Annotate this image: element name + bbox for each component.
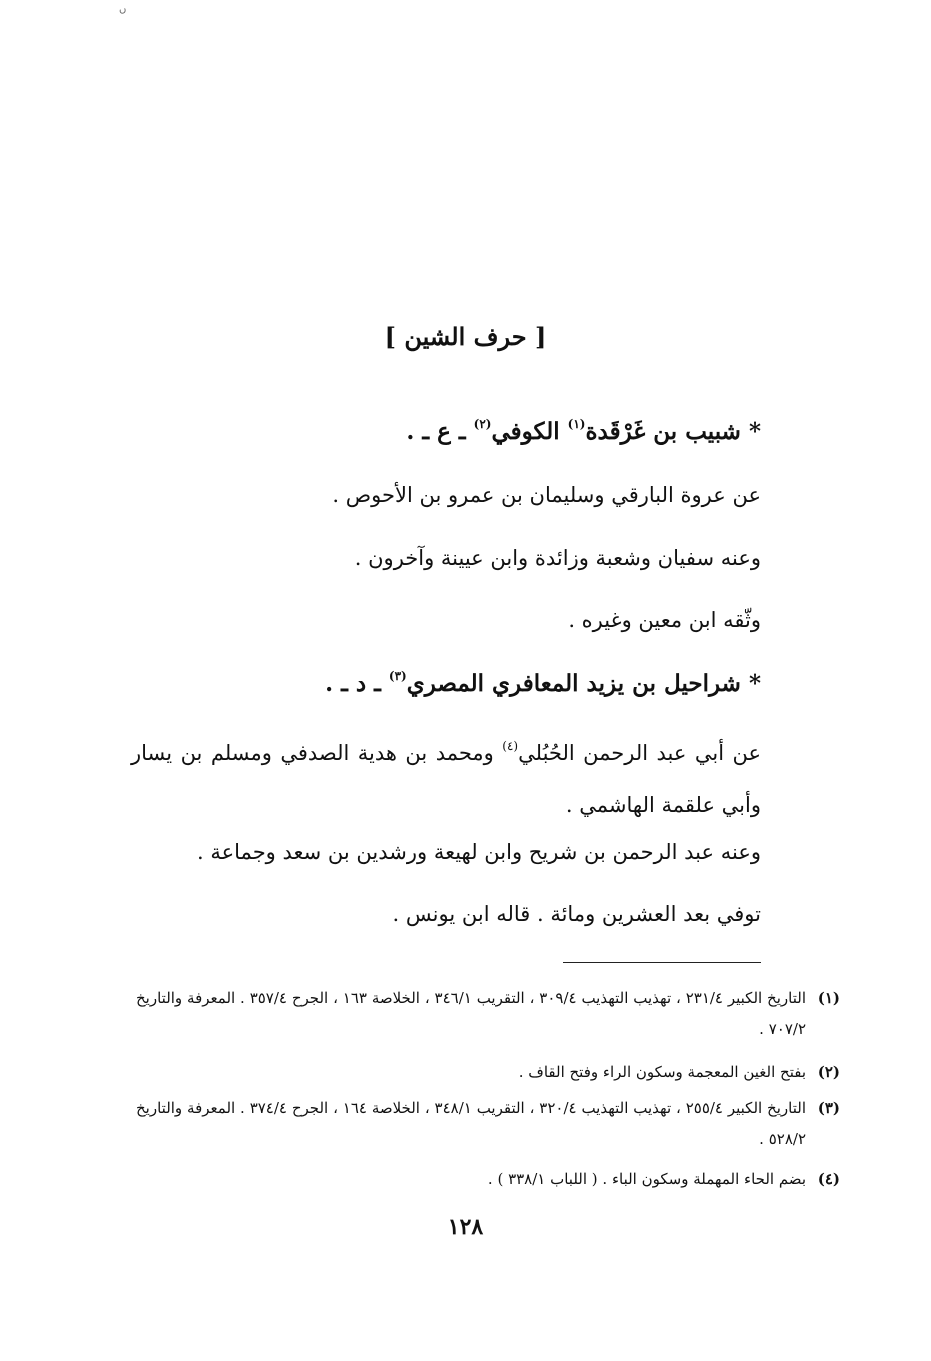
footnote-1-text: التاريخ الكبير ٢٣١/٤ ، تهذيب التهذيب ٣٠٩/٤ ، التقريب ٣٤٦/١ ، الخلاصة ١٦٣ ، الجرح ٣٥٧/٤ . المعرفة والتاريخ ٧٠٧/٢ . [136, 989, 806, 1038]
footnote-3-text: التاريخ الكبير ٢٥٥/٤ ، تهذيب التهذيب ٣٢٠/٤ ، التقريب ٣٤٨/١ ، الخلاصة ١٦٤ ، الجرح ٣٧٤/٤ . المعرفة والتاريخ ٥٢٨/٢ . [136, 1099, 806, 1148]
entry-1-line-2: وعنه سفيان وشعبة وزائدة وابن عيينة وآخرون . [354, 546, 761, 570]
footnote-1-number: (١) [817, 989, 840, 1007]
footnote-4-number: (٤) [817, 1170, 840, 1188]
footnote-separator [563, 962, 761, 963]
entry-2-line-1: وعنه عبد الرحمن بن شريح وابن لهيعة ورشدين بن سعد وجماعة . [197, 840, 761, 864]
entry-2-para-start: عن أبي عبد الرحمن الحُبُلي [518, 741, 761, 765]
entry-2-paragraph [131, 722, 761, 831]
entry-1-line-3: وثّقه ابن معين وغيره . [568, 608, 761, 632]
footnote-ref-4: (٤) [502, 739, 519, 753]
corner-mark: ں [119, 4, 127, 15]
entry-2-line-2: توفي بعد العشرين ومائة . قاله ابن يونس . [392, 902, 761, 926]
section-title: [ حرف الشين ] [384, 322, 547, 351]
footnote-3-number: (٣) [817, 1099, 840, 1117]
footnote-ref-2: (٢) [473, 417, 492, 432]
entry-1-code: ـ ع ـ . [406, 418, 474, 445]
entry-1-name: * شبيب بن غَرْقَدة [585, 418, 761, 445]
entry-heading-1 [406, 418, 761, 445]
footnote-2 [136, 1057, 840, 1088]
entry-2-para-rest: ومحمد بن هدية الصدفي ومسلم بن يسار وأبي علقمة الهاشمي . [131, 741, 761, 817]
footnote-3 [136, 1093, 840, 1155]
footnote-ref-1: (١) [567, 417, 586, 432]
footnote-4 [136, 1164, 840, 1195]
entry-2-code: ـ د ـ . [325, 670, 389, 697]
entry-heading-2 [325, 670, 761, 697]
footnote-ref-3: (٣) [388, 669, 407, 684]
footnote-2-number: (٢) [817, 1063, 840, 1081]
entry-1-line-1: عن عروة البارقي وسليمان بن عمرو بن الأحوص . [332, 483, 761, 507]
entry-2-name: * شراحيل بن يزيد المعافري المصري [406, 670, 761, 697]
footnote-2-text: بفتح الغين المعجمة وسكون الراء وفتح القاف . [518, 1063, 806, 1081]
page-number: ١٢٨ [447, 1214, 484, 1240]
footnote-4-text: بضم الحاء المهملة وسكون الباء . ( اللباب ٣٣٨/١ ) . [487, 1170, 806, 1188]
footnote-1 [136, 983, 840, 1045]
entry-1-nisba: الكوفي [491, 418, 568, 445]
